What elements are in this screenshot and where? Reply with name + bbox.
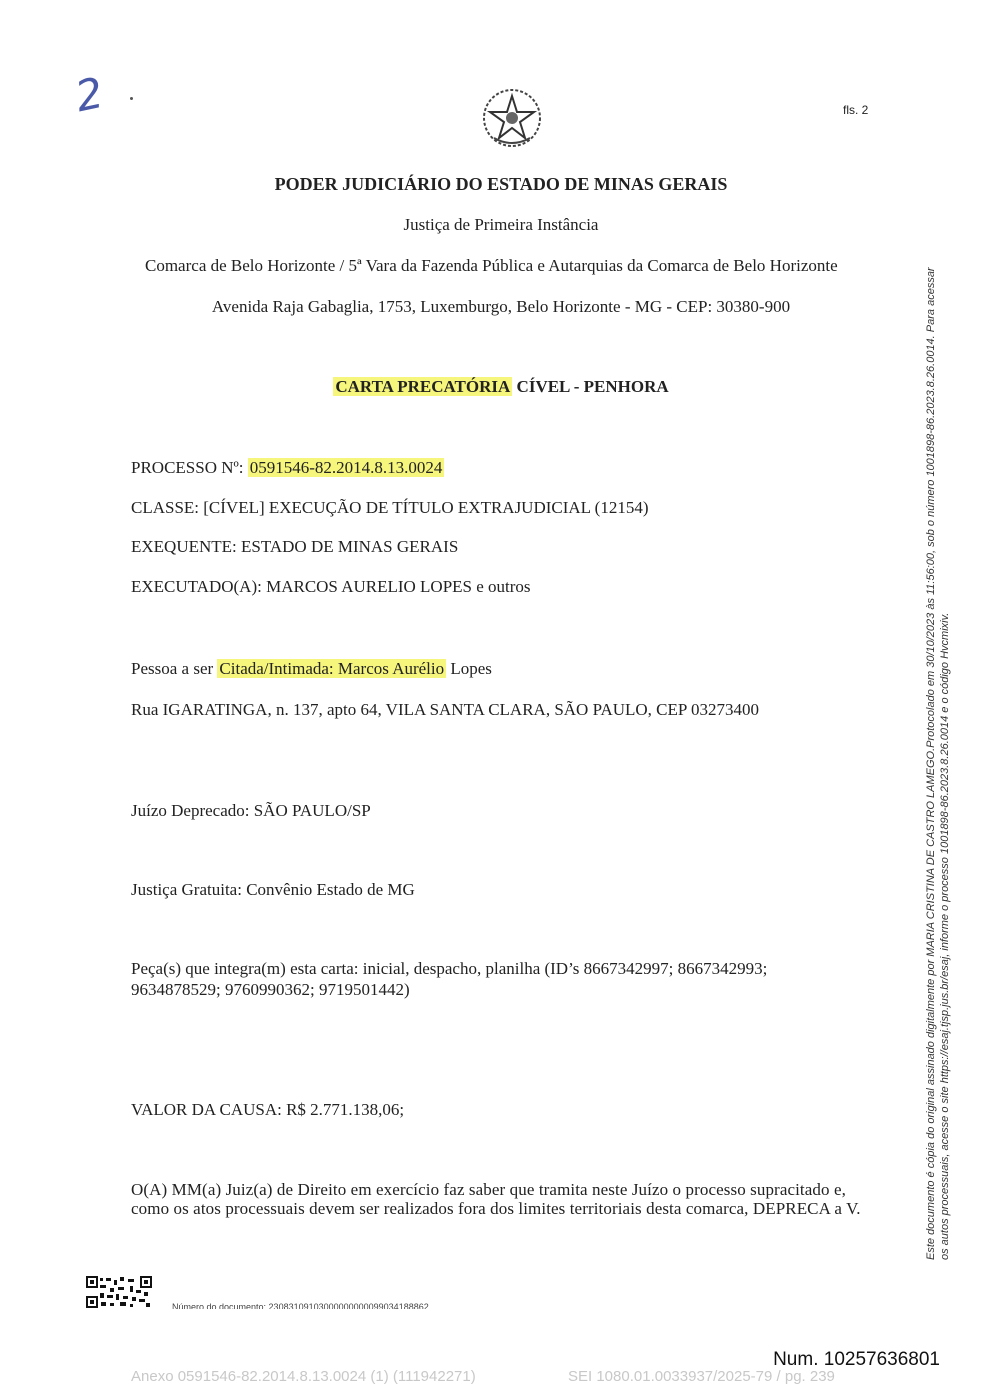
pecas-line-1: Peça(s) que integra(m) esta carta: inicial, despacho, planilha (ID’s 8667342997; 8667342993; [131, 959, 768, 978]
speck [130, 97, 133, 100]
justica-gratuita-line: Justiça Gratuita: Convênio Estado de MG [131, 880, 415, 899]
numero-documento: Número do documento: 23083109103000000000099034188862 [172, 1302, 429, 1309]
header-title: PODER JUDICIÁRIO DO ESTADO DE MINAS GERAIS [274, 174, 728, 194]
processo-label: PROCESSO Nº: [131, 458, 248, 477]
handwritten-page-mark: 2 [71, 67, 108, 122]
executado-line: EXECUTADO(A): MARCOS AURELIO LOPES e outros [131, 577, 531, 596]
side-note-line-2: os autos processuais, acesse o site https://esaj.tjsp.jus.br/esaj, informe o processo 1001898-86.2023.8.26.0014 e o código Hvcmixiv. [939, 612, 951, 1260]
pessoa-highlight: Citada/Intimada: Marcos Aurélio [219, 659, 445, 678]
document-title-rest: CÍVEL - PENHORA [512, 377, 669, 396]
processo-line [131, 458, 444, 478]
header-court: Comarca de Belo Horizonte / 5ª Vara da Fazenda Pública e Autarquias da Comarca de Belo Horizonte [145, 256, 838, 275]
pessoa-line [131, 659, 492, 679]
document-title [0, 377, 1002, 397]
footer-sei: SEI 1080.01.0033937/2025-79 / pg. 239 [568, 1368, 835, 1385]
final-text-line-2: como os atos processuais devem ser realizados fora dos limites territoriais desta comarca, DEPRECA a V. [131, 1199, 861, 1218]
page-label: fls. 2 [843, 103, 869, 117]
qr-code-icon [86, 1276, 152, 1308]
pecas-line-2: 9634878529; 9760990362; 9719501442) [131, 980, 410, 999]
document-title-highlight: CARTA PRECATÓRIA [335, 377, 511, 396]
side-note-line-1: Este documento é cópia do original assinado digitalmente por MARIA CRISTINA DE CASTRO LAMEGO.Protocolado em 30/10/2023 às 11:56:00, sob o número 1001898-86.2023.8.26.0014. Para acessar [925, 267, 937, 1260]
pessoa-address: Rua IGARATINGA, n. 137, apto 64, VILA SANTA CLARA, SÃO PAULO, CEP 03273400 [131, 700, 759, 719]
exequente-line: EXEQUENTE: ESTADO DE MINAS GERAIS [131, 537, 459, 556]
pessoa-suffix: Lopes [446, 659, 492, 678]
footer-anexo: Anexo 0591546-82.2014.8.13.0024 (1) (111942271) [131, 1368, 476, 1385]
processo-number: 0591546-82.2014.8.13.0024 [249, 458, 443, 477]
header-subtitle: Justiça de Primeira Instância [403, 215, 599, 234]
juizo-line: Juízo Deprecado: SÃO PAULO/SP [131, 801, 371, 820]
final-text-line-1: O(A) MM(a) Juiz(a) de Direito em exercício faz saber que tramita neste Juízo o processo supracitado e, [131, 1180, 846, 1199]
valor-causa-line: VALOR DA CAUSA: R$ 2.771.138,06; [131, 1100, 405, 1119]
pessoa-prefix: Pessoa a ser [131, 659, 218, 678]
header-address: Avenida Raja Gabaglia, 1753, Luxemburgo, Belo Horizonte - MG - CEP: 30380-900 [211, 297, 791, 316]
coat-of-arms-icon [480, 86, 544, 150]
digital-signature-note [924, 150, 952, 1260]
classe-line: CLASSE: [CÍVEL] EXECUÇÃO DE TÍTULO EXTRAJUDICIAL (12154) [131, 498, 649, 517]
footer-num: Num. 10257636801 [773, 1349, 940, 1370]
